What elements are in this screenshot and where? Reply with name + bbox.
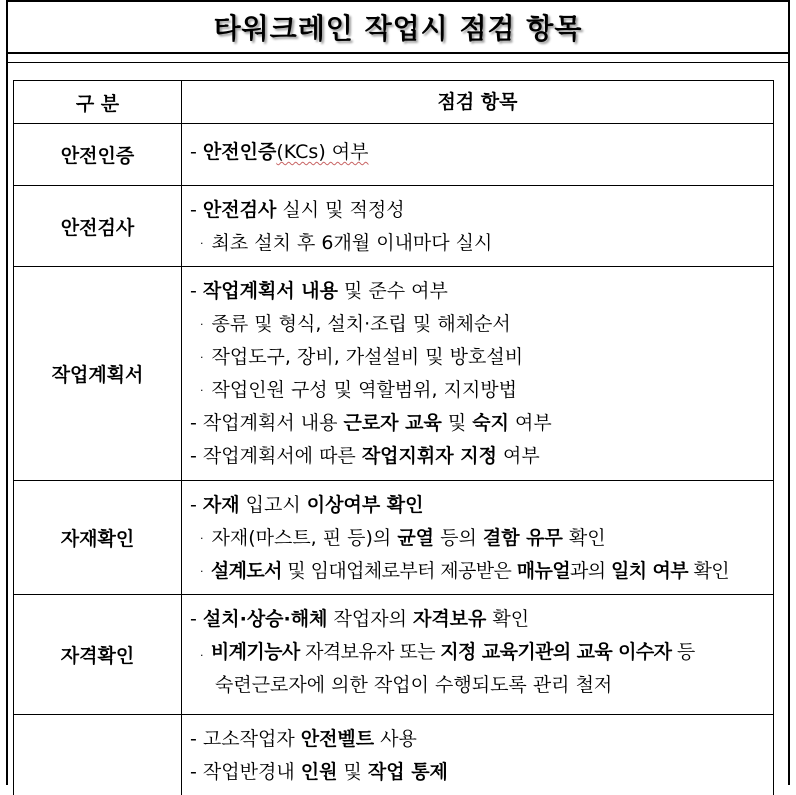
item-subline: . 비계기능사 자격보유자 또는 지정 교육기관의 교육 이수자 등: [200, 641, 695, 663]
row-items: [182, 595, 774, 714]
row-items: [182, 481, 774, 594]
item-subline: · 작업도구, 장비, 가설설비 및 방호설비: [200, 346, 524, 368]
item-line: - 작업계획서에 따른 작업지휘자 지정 여부: [190, 445, 540, 467]
row-items: [182, 186, 774, 266]
item-line: - 작업계획서 내용 근로자 교육 및 숙지 여부: [190, 412, 552, 434]
item-line: - 작업반경내 인원 및 작업 통제: [190, 761, 448, 783]
row-label: 작업계획서: [13, 267, 182, 480]
row-items: [182, 267, 774, 480]
row-label: 안전인증: [13, 124, 182, 185]
header-category: 구 분: [13, 81, 182, 123]
table-row: [13, 595, 774, 715]
item-subline: · 종류 및 형식, 설치·조립 및 해체순서: [200, 313, 511, 335]
table-row: [13, 267, 774, 481]
item-subline: · 최초 설치 후 6개월 이내마다 실시: [200, 232, 493, 254]
item-line: - 자재 입고시 이상여부 확인: [190, 494, 424, 516]
row-items: [182, 715, 774, 795]
item-line: - 안전검사 실시 및 적정성: [190, 199, 405, 221]
header-items: 점검 항목: [182, 81, 774, 123]
page-title: 타워크레인 작업시 점검 항목: [213, 12, 583, 45]
row-items: [182, 124, 774, 185]
table-row: [13, 186, 774, 267]
item-subline-continued: 숙련근로자에 의한 작업이 수행되도록 관리 철저: [215, 674, 613, 696]
row-label: 자재확인: [13, 481, 182, 594]
row-label: 자격확인: [13, 595, 182, 714]
title-separator: [6, 62, 790, 63]
item-subline: · 설계도서 및 임대업체로부터 제공받은 매뉴얼과의 일치 여부 확인: [200, 560, 729, 582]
inspection-table: [13, 80, 774, 795]
table-row: [13, 481, 774, 595]
item-line: - 고소작업자 안전벨트 사용: [190, 728, 417, 750]
item-line: - 안전인증(KCs) 여부: [190, 141, 369, 163]
table-header-row: [13, 80, 774, 124]
title-bar: [6, 0, 790, 54]
row-label: 안전검사: [13, 186, 182, 266]
table-row: [13, 715, 774, 795]
item-subline: · 자재(마스트, 핀 등)의 균열 등의 결함 유무 확인: [200, 527, 606, 549]
item-line: - 작업계획서 내용 및 준수 여부: [190, 280, 448, 302]
item-subline: · 작업인원 구성 및 역할범위, 지지방법: [200, 379, 518, 401]
item-line: - 설치·상승·해체 작업자의 자격보유 확인: [190, 608, 530, 630]
row-label: [13, 715, 182, 795]
table-row: [13, 124, 774, 186]
